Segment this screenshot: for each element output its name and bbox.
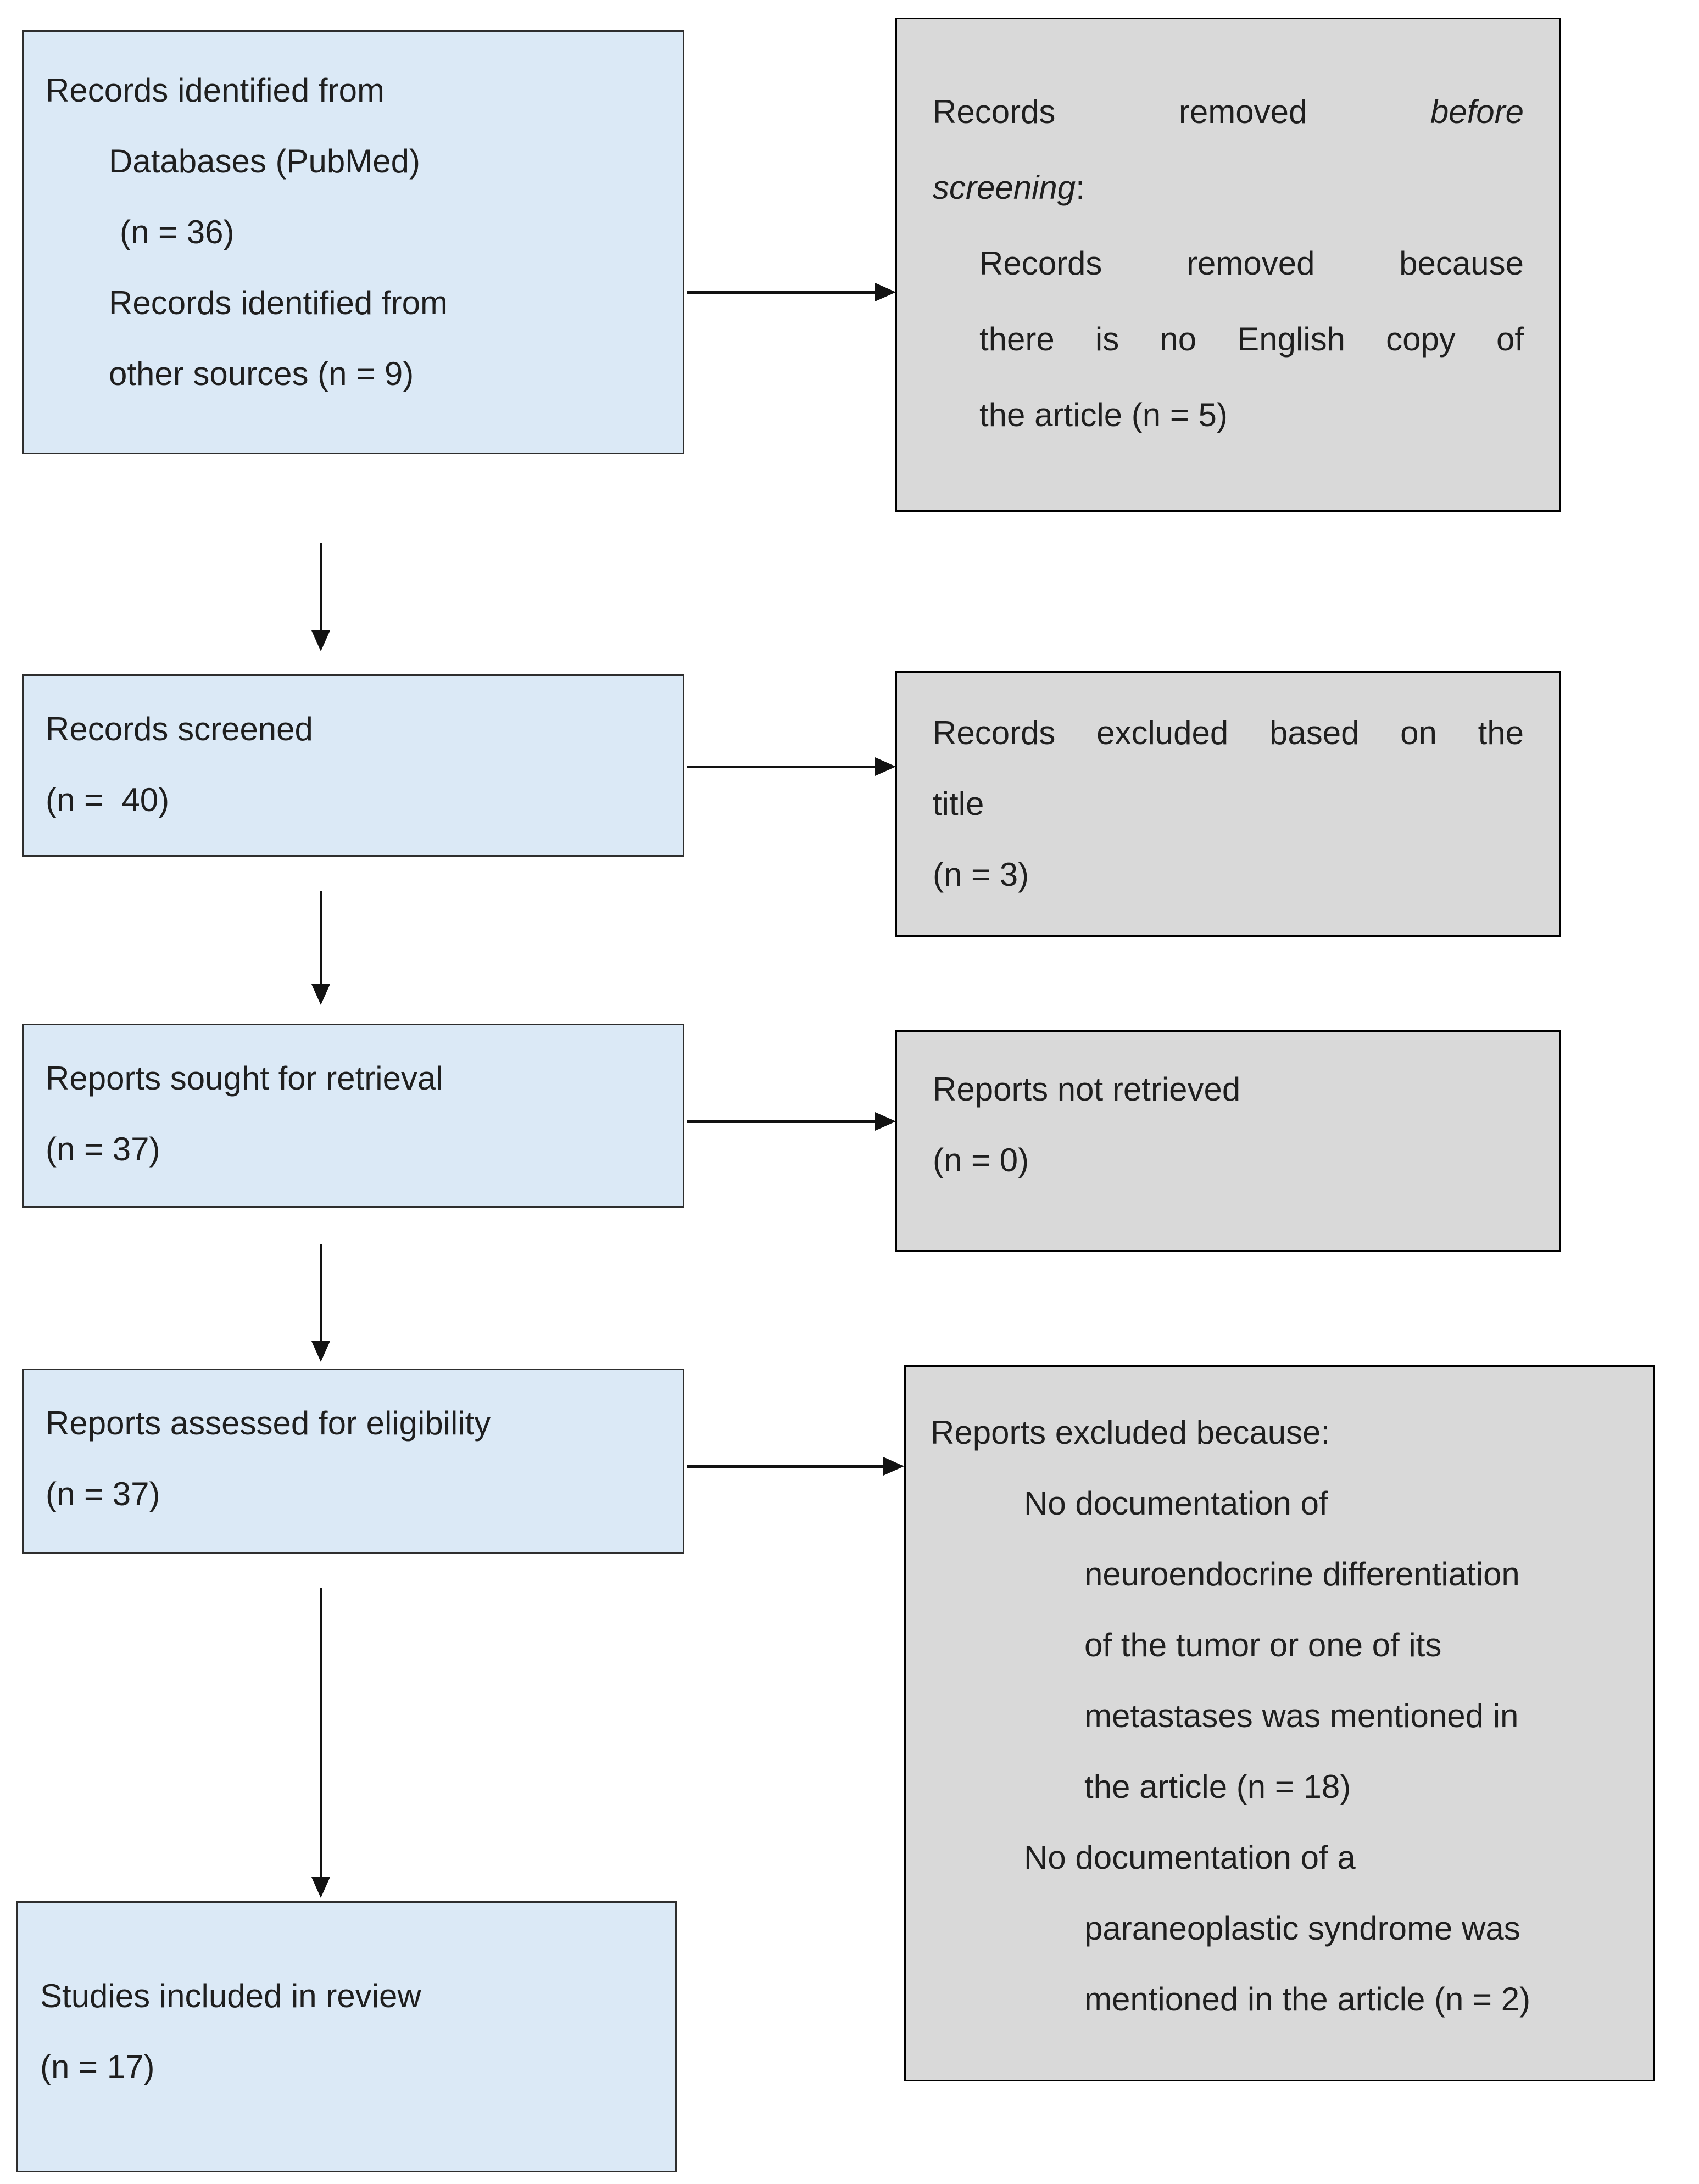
arrowhead-icon bbox=[311, 984, 330, 1005]
arrow-screened-to-excluded-title bbox=[687, 766, 876, 768]
arrow-shaft bbox=[320, 1244, 322, 1342]
reports-assessed-title: Reports assessed for eligibility bbox=[46, 1405, 491, 1442]
arrowhead-icon bbox=[883, 1457, 904, 1476]
arrowhead-icon bbox=[875, 757, 896, 776]
records-screened-box bbox=[22, 674, 684, 857]
reports-excluded-reason1-count: the article (n = 18) bbox=[1084, 1768, 1351, 1805]
records-screened-count: (n = 40) bbox=[46, 781, 170, 818]
studies-included-title: Studies included in review bbox=[40, 1978, 421, 2014]
reports-not-retrieved-box bbox=[895, 1030, 1561, 1252]
removed-heading-line-1 bbox=[933, 74, 1524, 150]
removed-heading-normal: Records removed bbox=[933, 93, 1307, 130]
reports-excluded-reason2-line-1: No documentation of a bbox=[1024, 1839, 1356, 1876]
records-screened-title: Records screened bbox=[46, 711, 313, 747]
arrow-shaft bbox=[320, 891, 322, 985]
reports-sought-title: Reports sought for retrieval bbox=[46, 1060, 443, 1097]
arrow-shaft bbox=[687, 1465, 884, 1468]
studies-included-count: (n = 17) bbox=[40, 2048, 155, 2085]
excluded-title-line-2: title bbox=[933, 785, 984, 822]
removed-heading-italic-before: before bbox=[1430, 93, 1524, 130]
removed-heading-italic-screening: screening bbox=[933, 169, 1076, 206]
removed-reason-block bbox=[979, 226, 1524, 453]
reports-excluded-reason1-line-3: of the tumor or one of its bbox=[1084, 1627, 1442, 1663]
arrowhead-icon bbox=[875, 1112, 896, 1131]
arrow-shaft bbox=[320, 543, 322, 632]
removed-heading-line-2 bbox=[933, 150, 1524, 226]
reports-excluded-reason1-line-2: neuroendocrine differentiation bbox=[1084, 1556, 1520, 1593]
excluded-title-line-1: Records excluded based on the bbox=[933, 714, 1524, 751]
records-excluded-title-box bbox=[895, 671, 1561, 937]
removed-reason-line-2: there is no English copy of bbox=[979, 321, 1524, 358]
arrow-assessed-to-excluded-reports bbox=[687, 1465, 884, 1468]
reports-excluded-box bbox=[904, 1365, 1655, 2081]
reports-sought-box bbox=[22, 1024, 684, 1208]
arrow-assessed-to-included bbox=[320, 1588, 322, 1878]
reports-excluded-reason2-count: mentioned in the article (n = 2) bbox=[1084, 1981, 1531, 2018]
identification-line-2: Databases (PubMed) bbox=[109, 143, 420, 180]
arrow-shaft bbox=[687, 766, 876, 768]
reports-not-retrieved-count: (n = 0) bbox=[933, 1142, 1029, 1178]
arrow-sought-to-not-retrieved bbox=[687, 1120, 876, 1123]
identification-line-1: Records identified from bbox=[46, 72, 385, 109]
removed-reason-count: the article (n = 5) bbox=[979, 396, 1228, 433]
reports-assessed-box bbox=[22, 1369, 684, 1554]
removed-reason-line-1: Records removed because bbox=[979, 245, 1524, 282]
arrow-identification-to-removed bbox=[687, 291, 876, 294]
reports-excluded-reason1-line-4: metastases was mentioned in bbox=[1084, 1697, 1519, 1734]
arrow-identification-to-screened bbox=[320, 543, 322, 632]
reports-excluded-heading: Reports excluded because: bbox=[931, 1414, 1330, 1451]
reports-assessed-count: (n = 37) bbox=[46, 1476, 160, 1512]
identification-line-4: Records identified from bbox=[109, 284, 448, 321]
arrowhead-icon bbox=[311, 630, 330, 651]
identification-box bbox=[22, 30, 684, 454]
arrow-sought-to-assessed bbox=[320, 1244, 322, 1342]
excluded-title-count: (n = 3) bbox=[933, 856, 1029, 893]
studies-included-box bbox=[16, 1901, 677, 2172]
arrow-shaft bbox=[687, 291, 876, 294]
reports-excluded-reason2-line-2: paraneoplastic syndrome was bbox=[1084, 1910, 1520, 1947]
reports-sought-count: (n = 37) bbox=[46, 1131, 160, 1168]
arrow-screened-to-sought bbox=[320, 891, 322, 985]
records-removed-before-screening-box bbox=[895, 18, 1561, 512]
reports-not-retrieved-title: Reports not retrieved bbox=[933, 1071, 1241, 1108]
arrow-shaft bbox=[687, 1120, 876, 1123]
reports-excluded-reason1-line-1: No documentation of bbox=[1024, 1485, 1328, 1522]
arrowhead-icon bbox=[311, 1341, 330, 1362]
arrowhead-icon bbox=[311, 1877, 330, 1898]
arrow-shaft bbox=[320, 1588, 322, 1878]
identification-count-databases: (n = 36) bbox=[120, 214, 235, 250]
arrowhead-icon bbox=[875, 283, 896, 301]
identification-count-other-sources: other sources (n = 9) bbox=[109, 355, 414, 392]
removed-heading-colon: : bbox=[1076, 169, 1085, 206]
